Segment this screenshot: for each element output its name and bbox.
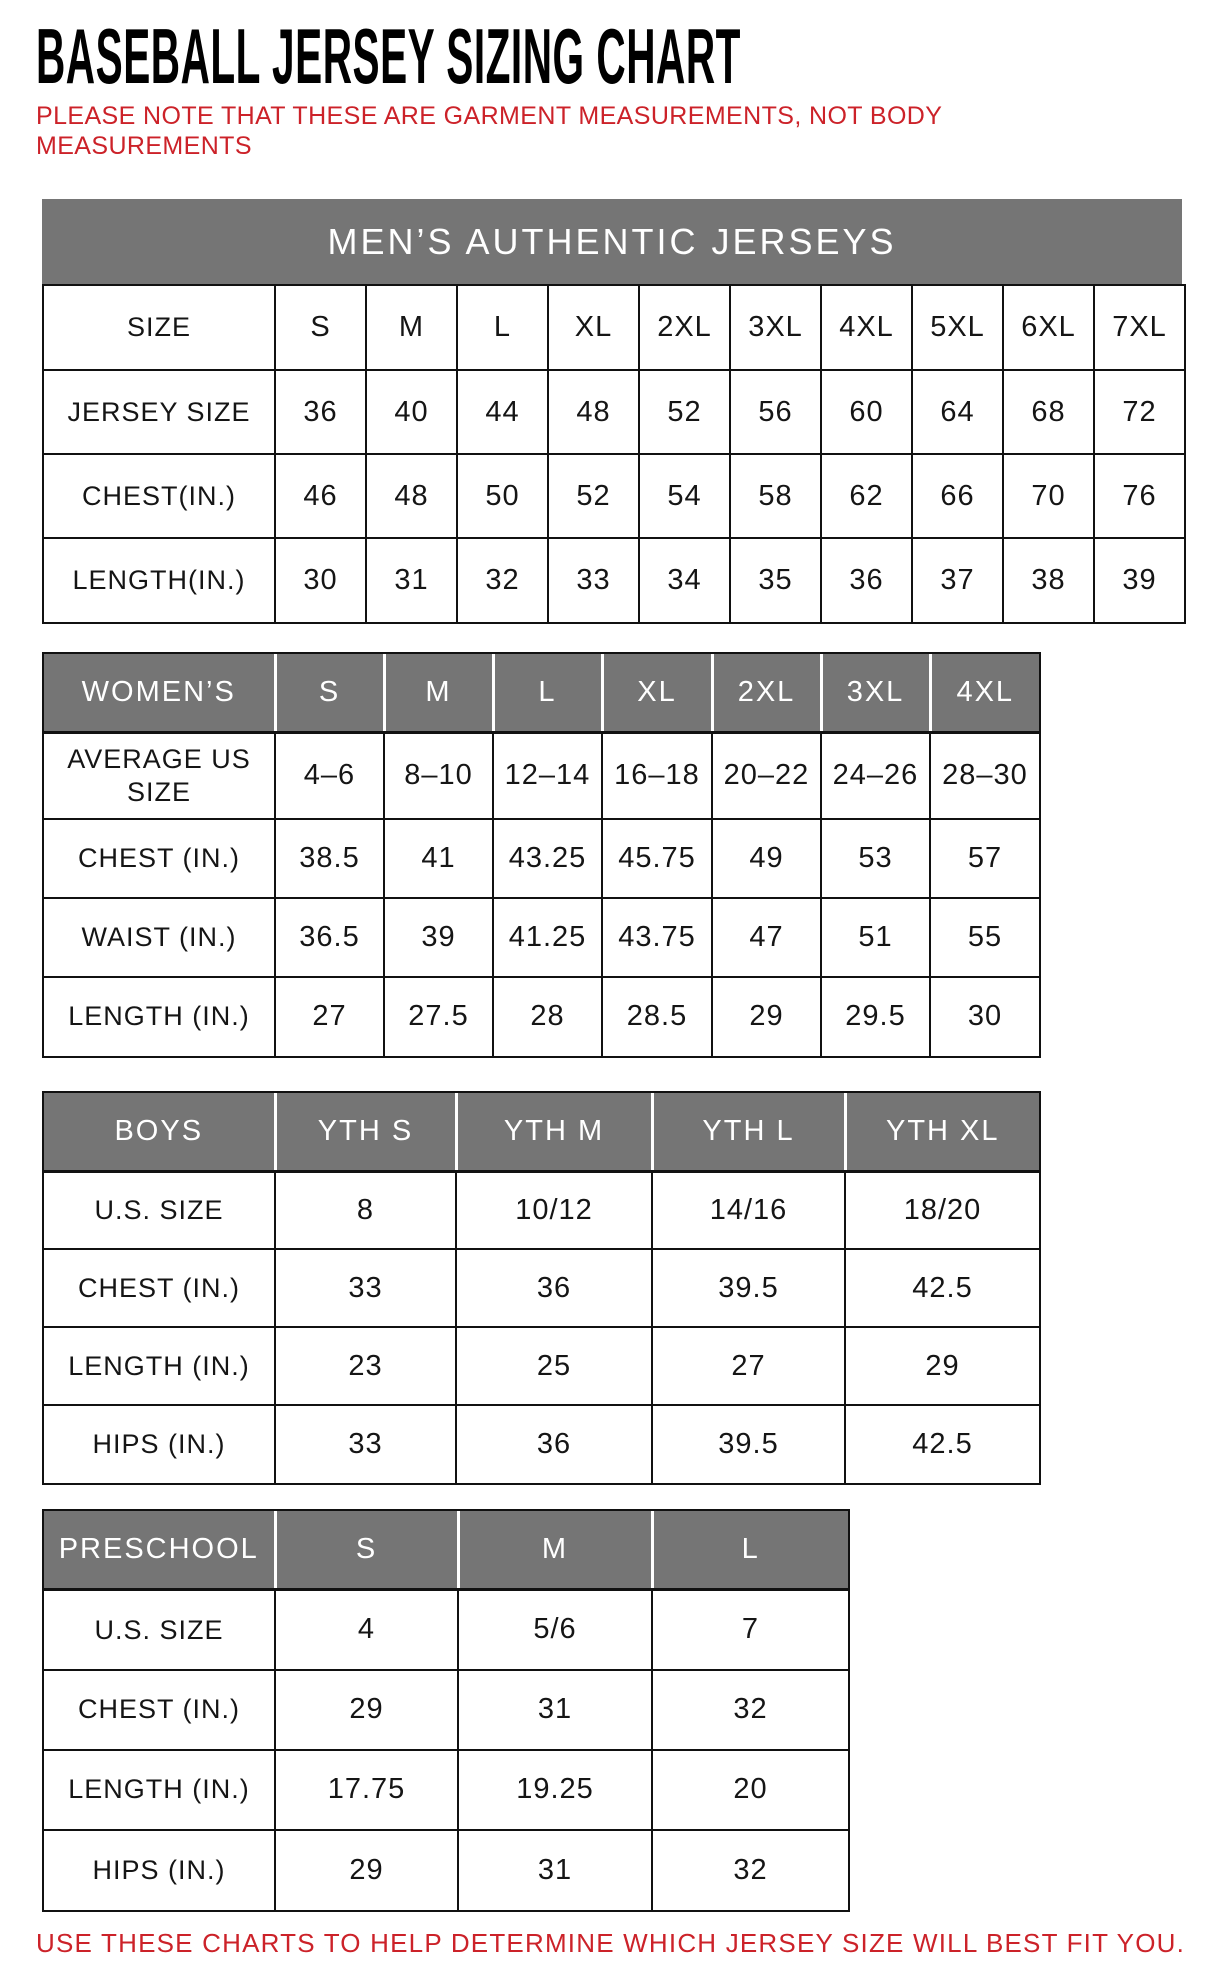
womens-row-label: LENGTH (IN.) bbox=[44, 977, 275, 1056]
boys-row bbox=[44, 1249, 1039, 1327]
boys-row-label: LENGTH (IN.) bbox=[44, 1327, 275, 1405]
womens-cell: 28–30 bbox=[930, 733, 1039, 819]
womens-cell: 57 bbox=[930, 819, 1039, 898]
preschool-sizing-table bbox=[42, 1509, 1220, 1912]
mens-authentic-jerseys-table bbox=[42, 199, 1220, 624]
boys-row bbox=[44, 1327, 1039, 1405]
womens-row bbox=[44, 819, 1039, 898]
womens-table bbox=[44, 654, 1039, 1056]
mens-cell: 4XL bbox=[821, 286, 912, 370]
womens-cell: 39 bbox=[384, 898, 493, 977]
boys-cell: 39.5 bbox=[652, 1405, 845, 1483]
preschool-cell: 5/6 bbox=[458, 1590, 652, 1670]
womens-cell: 27.5 bbox=[384, 977, 493, 1056]
mens-cell: 33 bbox=[548, 538, 639, 622]
boys-header-label: BOYS bbox=[44, 1093, 275, 1172]
preschool-cell: 29 bbox=[275, 1830, 458, 1910]
boys-row-label: CHEST (IN.) bbox=[44, 1249, 275, 1327]
boys-cell: 29 bbox=[845, 1327, 1039, 1405]
boys-sizing-table bbox=[42, 1091, 1220, 1486]
garment-measurement-note: PLEASE NOTE THAT THESE ARE GARMENT MEASUREMENTS, NOT BODY MEASUREMENTS bbox=[36, 102, 942, 160]
mens-row-label: LENGTH(IN.) bbox=[44, 538, 275, 622]
boys-cell: 33 bbox=[275, 1405, 456, 1483]
mens-row bbox=[44, 370, 1184, 454]
mens-cell: 38 bbox=[1003, 538, 1094, 622]
preschool-header-row bbox=[44, 1511, 848, 1590]
mens-cell: 66 bbox=[912, 454, 1003, 538]
preschool-cell: 32 bbox=[652, 1670, 848, 1750]
womens-header-cell: 3XL bbox=[821, 654, 930, 733]
womens-header-label: WOMEN’S bbox=[44, 654, 275, 733]
preschool-row bbox=[44, 1590, 848, 1670]
mens-cell: 52 bbox=[548, 454, 639, 538]
boys-header-cell: YTH XL bbox=[845, 1093, 1039, 1172]
womens-cell: 4–6 bbox=[275, 733, 384, 819]
boys-cell: 36 bbox=[456, 1249, 652, 1327]
womens-header-cell: XL bbox=[602, 654, 712, 733]
mens-cell: 68 bbox=[1003, 370, 1094, 454]
mens-cell: 5XL bbox=[912, 286, 1003, 370]
mens-table bbox=[44, 286, 1184, 622]
womens-cell: 47 bbox=[712, 898, 821, 977]
mens-cell: 36 bbox=[275, 370, 366, 454]
boys-cell: 33 bbox=[275, 1249, 456, 1327]
mens-cell: 36 bbox=[821, 538, 912, 622]
mens-row bbox=[44, 286, 1184, 370]
preschool-header-label: PRESCHOOL bbox=[44, 1511, 275, 1590]
boys-cell: 18/20 bbox=[845, 1171, 1039, 1249]
preschool-table bbox=[44, 1511, 848, 1910]
boys-table-wrap bbox=[42, 1091, 1041, 1486]
womens-cell: 45.75 bbox=[602, 819, 712, 898]
boys-table-frame bbox=[42, 1091, 1041, 1486]
preschool-cell: 19.25 bbox=[458, 1750, 652, 1830]
mens-cell: S bbox=[275, 286, 366, 370]
preschool-cell: 4 bbox=[275, 1590, 458, 1670]
preschool-header-cell: S bbox=[275, 1511, 458, 1590]
preschool-table-frame bbox=[42, 1509, 850, 1912]
womens-row bbox=[44, 898, 1039, 977]
mens-cell: 50 bbox=[457, 454, 548, 538]
womens-cell: 41.25 bbox=[493, 898, 602, 977]
mens-row-label: SIZE bbox=[126, 312, 191, 343]
mens-cell: 64 bbox=[912, 370, 1003, 454]
mens-cell: 2XL bbox=[639, 286, 730, 370]
womens-header-cell: L bbox=[493, 654, 602, 733]
boys-table bbox=[44, 1093, 1039, 1484]
womens-cell: 27 bbox=[275, 977, 384, 1056]
mens-cell: 35 bbox=[730, 538, 821, 622]
womens-cell: 43.25 bbox=[493, 819, 602, 898]
preschool-header-cell: M bbox=[458, 1511, 652, 1590]
womens-cell: 36.5 bbox=[275, 898, 384, 977]
preschool-row-label: LENGTH (IN.) bbox=[44, 1750, 275, 1830]
boys-cell: 27 bbox=[652, 1327, 845, 1405]
mens-cell: 60 bbox=[821, 370, 912, 454]
preschool-row bbox=[44, 1830, 848, 1910]
mens-cell: 30 bbox=[275, 538, 366, 622]
womens-cell: 29 bbox=[712, 977, 821, 1056]
boys-cell: 14/16 bbox=[652, 1171, 845, 1249]
boys-header-cell: YTH L bbox=[652, 1093, 845, 1172]
mens-cell: 70 bbox=[1003, 454, 1094, 538]
womens-cell: 12–14 bbox=[493, 733, 602, 819]
boys-header-row bbox=[44, 1093, 1039, 1172]
mens-cell: 56 bbox=[730, 370, 821, 454]
mens-cell: 54 bbox=[639, 454, 730, 538]
preschool-row bbox=[44, 1750, 848, 1830]
mens-cell: 40 bbox=[366, 370, 457, 454]
womens-header-cell: M bbox=[384, 654, 493, 733]
mens-cell: 52 bbox=[639, 370, 730, 454]
mens-cell: 37 bbox=[912, 538, 1003, 622]
boys-row bbox=[44, 1171, 1039, 1249]
preschool-header-cell: L bbox=[652, 1511, 848, 1590]
womens-cell: 55 bbox=[930, 898, 1039, 977]
mens-row bbox=[44, 454, 1184, 538]
preschool-row-label: CHEST (IN.) bbox=[44, 1670, 275, 1750]
preschool-row bbox=[44, 1670, 848, 1750]
boys-cell: 42.5 bbox=[845, 1405, 1039, 1483]
mens-cell: 46 bbox=[275, 454, 366, 538]
boys-cell: 42.5 bbox=[845, 1249, 1039, 1327]
mens-cell: 32 bbox=[457, 538, 548, 622]
mens-row-label: CHEST(IN.) bbox=[44, 454, 275, 538]
womens-cell: 41 bbox=[384, 819, 493, 898]
mens-cell: 62 bbox=[821, 454, 912, 538]
boys-row-label: HIPS (IN.) bbox=[44, 1405, 275, 1483]
womens-cell: 28.5 bbox=[602, 977, 712, 1056]
boys-cell: 10/12 bbox=[456, 1171, 652, 1249]
womens-cell: 24–26 bbox=[821, 733, 930, 819]
womens-row bbox=[44, 733, 1039, 819]
boys-cell: 36 bbox=[456, 1405, 652, 1483]
mens-table-frame bbox=[42, 284, 1186, 624]
boys-cell: 39.5 bbox=[652, 1249, 845, 1327]
womens-cell: 30 bbox=[930, 977, 1039, 1056]
mens-banner: MEN’S AUTHENTIC JERSEYS bbox=[42, 199, 1182, 284]
boys-header-cell: YTH M bbox=[456, 1093, 652, 1172]
boys-header-cell: YTH S bbox=[275, 1093, 456, 1172]
womens-table-frame bbox=[42, 652, 1041, 1058]
mens-cell: 3XL bbox=[730, 286, 821, 370]
womens-header-row bbox=[44, 654, 1039, 733]
womens-header-cell: 4XL bbox=[930, 654, 1039, 733]
womens-cell: 28 bbox=[493, 977, 602, 1056]
boys-cell: 23 bbox=[275, 1327, 456, 1405]
boys-row-label: U.S. SIZE bbox=[94, 1195, 224, 1226]
mens-cell: L bbox=[457, 286, 548, 370]
womens-table-wrap bbox=[42, 652, 1041, 1058]
mens-cell: 48 bbox=[548, 370, 639, 454]
mens-cell: 7XL bbox=[1094, 286, 1184, 370]
mens-cell: 39 bbox=[1094, 538, 1184, 622]
mens-row-label: JERSEY SIZE bbox=[44, 370, 275, 454]
mens-cell: XL bbox=[548, 286, 639, 370]
womens-cell: 16–18 bbox=[602, 733, 712, 819]
mens-cell: 72 bbox=[1094, 370, 1184, 454]
boys-cell: 8 bbox=[275, 1171, 456, 1249]
page-title: BASEBALL JERSEY SIZING CHART bbox=[36, 12, 741, 100]
womens-cell: 8–10 bbox=[384, 733, 493, 819]
womens-cell: 29.5 bbox=[821, 977, 930, 1056]
womens-sizing-table bbox=[42, 652, 1220, 1058]
preschool-cell: 31 bbox=[458, 1830, 652, 1910]
preschool-cell: 32 bbox=[652, 1830, 848, 1910]
womens-cell: 53 bbox=[821, 819, 930, 898]
womens-cell: 43.75 bbox=[602, 898, 712, 977]
preschool-cell: 7 bbox=[652, 1590, 848, 1670]
mens-cell: 58 bbox=[730, 454, 821, 538]
womens-cell: 49 bbox=[712, 819, 821, 898]
preschool-table-wrap bbox=[42, 1509, 850, 1912]
boys-cell: 25 bbox=[456, 1327, 652, 1405]
mens-cell: 76 bbox=[1094, 454, 1184, 538]
womens-header-cell: S bbox=[275, 654, 384, 733]
womens-header-cell: 2XL bbox=[712, 654, 821, 733]
womens-row bbox=[44, 977, 1039, 1056]
preschool-cell: 20 bbox=[652, 1750, 848, 1830]
womens-row-label: AVERAGE US SIZE bbox=[67, 744, 251, 807]
womens-row-label: WAIST (IN.) bbox=[44, 898, 275, 977]
mens-table-wrap bbox=[42, 199, 1186, 624]
mens-cell: 31 bbox=[366, 538, 457, 622]
mens-cell: 6XL bbox=[1003, 286, 1094, 370]
preschool-cell: 31 bbox=[458, 1670, 652, 1750]
mens-row bbox=[44, 538, 1184, 622]
womens-cell: 38.5 bbox=[275, 819, 384, 898]
preschool-row-label: U.S. SIZE bbox=[94, 1614, 224, 1645]
mens-cell: 34 bbox=[639, 538, 730, 622]
womens-row-label: CHEST (IN.) bbox=[44, 819, 275, 898]
mens-cell: 48 bbox=[366, 454, 457, 538]
mens-cell: M bbox=[366, 286, 457, 370]
preschool-cell: 29 bbox=[275, 1670, 458, 1750]
preschool-row-label: HIPS (IN.) bbox=[44, 1830, 275, 1910]
womens-cell: 51 bbox=[821, 898, 930, 977]
womens-cell: 20–22 bbox=[712, 733, 821, 819]
preschool-cell: 17.75 bbox=[275, 1750, 458, 1830]
boys-row bbox=[44, 1405, 1039, 1483]
footer-advice-text: USE THESE CHARTS TO HELP DETERMINE WHICH JERSEY SIZE WILL BEST FIT YOU. bbox=[36, 1927, 1186, 1958]
mens-cell: 44 bbox=[457, 370, 548, 454]
